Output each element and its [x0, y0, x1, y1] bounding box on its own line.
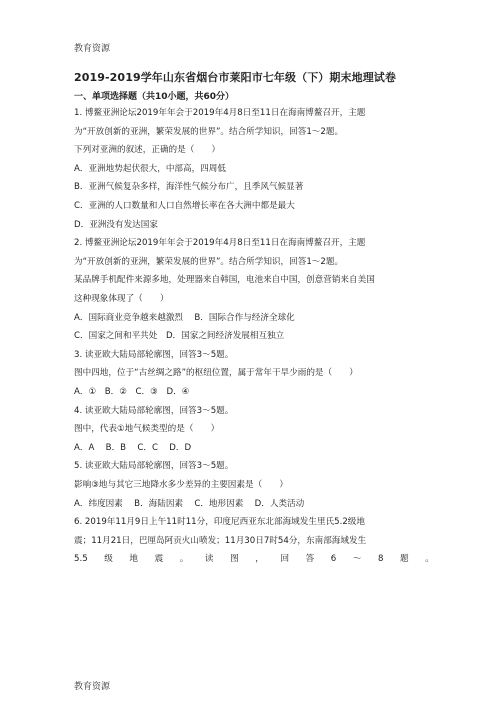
justified-word: 震: [154, 554, 164, 565]
question-text-line: A．国际商业竞争越来越激烈 B．国际合作与经济全球化: [74, 312, 295, 323]
justified-word: 。: [425, 554, 434, 565]
question-text-line: 1. 博鳌亚洲论坛2019年年会于2019年4月8日至11日在海南博鳌召开，主题: [74, 108, 366, 118]
question-text-line: B．亚洲气候复杂多样，海洋性气候分布广，且季风气候显著: [74, 182, 304, 193]
question-text-line: C．国家之间和平共处 D．国家之间经济发展相互独立: [74, 331, 285, 342]
question-text-line: 5. 读亚欧大陆局部轮廓图，回答3～5题。: [74, 461, 234, 472]
question-text-line: 下列对亚洲的叙述，正确的是（ ）: [74, 145, 221, 156]
question-text-line: A．A B．B C．C D．D: [74, 442, 192, 453]
question-text-line: 6. 2019年11月9日上午11时11分，印度尼西亚东北部海域发生里氏5.2级地: [74, 517, 365, 528]
question-text-line: 图中，代表①地气候类型的是（ ）: [74, 424, 220, 435]
question-text-line: A．① B．② C．③ D．④: [74, 387, 190, 397]
justified-word: 回: [280, 554, 290, 565]
question-text-line: 3. 读亚欧大陆局部轮廓图，回答3～5题。: [74, 349, 234, 360]
justified-word: 8: [377, 554, 384, 565]
justified-word: 级: [104, 554, 113, 565]
justified-word: 。: [179, 554, 189, 565]
question-text-line: 图中四地，位于“古丝绸之路”的枢纽位置，属于常年干旱少雨的是（ ）: [74, 368, 358, 379]
justified-word: 地: [129, 554, 139, 565]
justified-word: 图: [230, 554, 239, 565]
question-text-line: A．亚洲地势起伏很大，中部高，四周低: [74, 163, 226, 174]
justified-word: 题: [400, 554, 409, 565]
justified-word: 答: [305, 554, 315, 565]
question-text-line: C．亚洲的人口数量和人口自然增长率在各大洲中都是最大: [74, 201, 295, 211]
justified-word: 5.5: [74, 554, 88, 565]
page-header-label: 教育资源: [74, 44, 111, 54]
justified-word: 6: [330, 554, 337, 565]
question-text-line: D．亚洲没有发达国家: [74, 219, 158, 230]
question-text-line: 这种现象体现了（ ）: [74, 294, 169, 304]
question-text-line: 某品牌手机配件来源多地，处理器来自韩国，电池来自中国，创意营销来自美国: [74, 275, 375, 286]
exam-title: 2019-2019学年山东省烟台市莱阳市七年级（下）期末地理试卷: [74, 71, 396, 84]
question-text-line: 为“开放创新的亚洲，繁荣发展的世界”。结合所学知识，回答1～2题。: [74, 256, 344, 267]
question-text-line: A．纬度因素 B．海陆因素 C．地形因素 D．人类活动: [74, 498, 305, 509]
question-text-line: 为“开放创新的亚洲，繁荣发展的世界”。结合所学知识，回答1～2题。: [74, 126, 344, 137]
question-text-line-justified: [74, 553, 434, 565]
justified-word: ，: [255, 554, 264, 565]
page-footer-label: 教育资源: [74, 682, 111, 692]
question-text-line: 影响③地与其它三地降水多少差异的主要因素是（ ）: [74, 480, 288, 490]
justified-word: ～: [352, 554, 362, 565]
question-text-line: 4. 读亚欧大陆局部轮廓图，回答3～5题。: [74, 405, 234, 416]
question-text-line: 震；11月21日，巴厘岛阿贡火山喷发；11月30日7时54分，东南部海域发生: [74, 535, 367, 546]
question-text-line: 2. 博鳌亚洲论坛2019年年会于2019年4月8日至11日在海南博鳌召开，主题: [74, 238, 366, 249]
justified-word: 读: [204, 554, 214, 565]
section-heading: 一、单项选择题（共10小题，共60分）: [74, 92, 235, 102]
